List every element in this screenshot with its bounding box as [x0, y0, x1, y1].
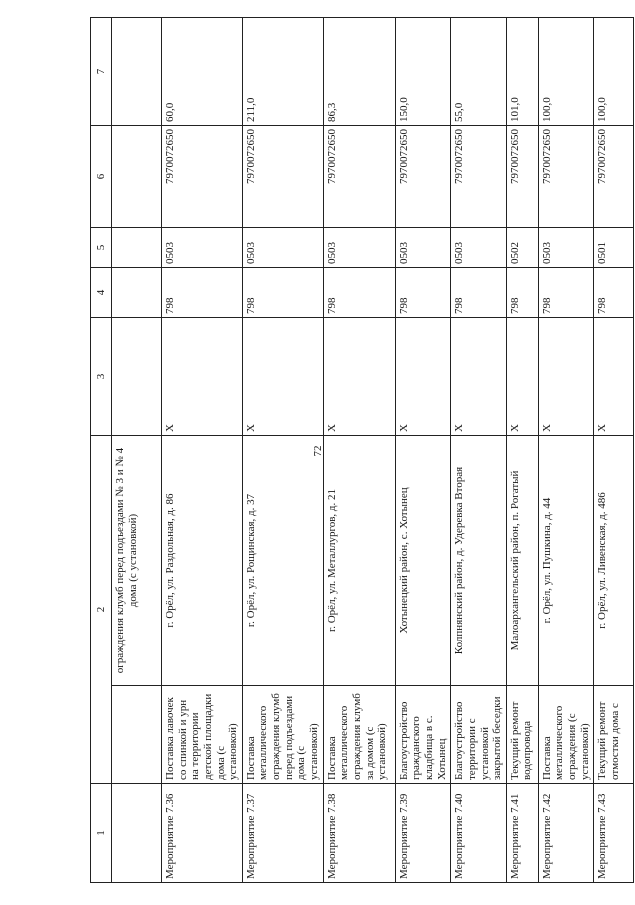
table-cell: Мероприятие 7.39	[395, 784, 451, 883]
table-row	[538, 18, 594, 883]
table-cell: X	[242, 318, 323, 436]
table-cell: Малоархангельский район, п. Рогатый	[506, 436, 538, 686]
table-cell	[112, 318, 162, 436]
table-cell: Мероприятие 7.36	[162, 784, 243, 883]
table-cell: Мероприятие 7.43	[594, 784, 634, 883]
table-cell: 7970072650	[242, 126, 323, 228]
table-cell: X	[395, 318, 451, 436]
table-cell: г. Орёл, ул. Раздольная, д. 86	[162, 436, 243, 686]
table-cell: Мероприятие 7.40	[451, 784, 507, 883]
table-cell: X	[162, 318, 243, 436]
table-cell: 0501	[594, 228, 634, 268]
header-cell: 4	[91, 268, 112, 318]
table-cell	[112, 784, 162, 883]
table-cell: X	[451, 318, 507, 436]
table-cell: 7970072650	[323, 126, 395, 228]
table-row	[162, 18, 243, 883]
table-cell: 150,0	[395, 18, 451, 126]
table-row	[323, 18, 395, 883]
table-cell: X	[323, 318, 395, 436]
table-cell: Текущий ремонт водопровода	[506, 686, 538, 784]
header-cell: 5	[91, 228, 112, 268]
header-row	[91, 18, 112, 883]
table-cell: 798	[506, 268, 538, 318]
table-cell: 798	[538, 268, 594, 318]
page-number: 72	[312, 445, 324, 457]
table-cell: 55,0	[451, 18, 507, 126]
table-row	[112, 18, 162, 883]
table-cell: 60,0	[162, 18, 243, 126]
table-cell: Хотынецкий район, с. Хотынец	[395, 436, 451, 686]
table-cell: Поставка металлического ограждения клумб перед подъездами дома (с установкой)	[242, 686, 323, 784]
table-row	[242, 18, 323, 883]
table-cell: 0502	[506, 228, 538, 268]
table-row	[594, 18, 634, 883]
table-cell: г. Орёл, ул. Металлургов, д. 21	[323, 436, 395, 686]
header-cell: 6	[91, 126, 112, 228]
table-cell: Мероприятие 7.38	[323, 784, 395, 883]
table-cell: г. Орёл, ул. Пушкина, д. 44	[538, 436, 594, 686]
table-cell: 798	[323, 268, 395, 318]
table-cell: 211,0	[242, 18, 323, 126]
table-cell: X	[506, 318, 538, 436]
table-cell: 798	[594, 268, 634, 318]
table-cell: Текущий ремонт отмостки дома с	[594, 686, 634, 784]
table-cell: X	[594, 318, 634, 436]
table-cell: ограждения клумб перед подъездами № 3 и № 4 дома (с установкой)	[112, 436, 162, 686]
table-cell: 0503	[395, 228, 451, 268]
table-cell: 7970072650	[451, 126, 507, 228]
table-cell: 7970072650	[538, 126, 594, 228]
table-cell: Мероприятие 7.37	[242, 784, 323, 883]
table-cell: Мероприятие 7.41	[506, 784, 538, 883]
measures-table	[90, 17, 634, 883]
table-cell: 798	[395, 268, 451, 318]
table-row	[451, 18, 507, 883]
table-cell: Поставка лавочек со спинкой и урн на территории детской площадки дома (с установкой)	[162, 686, 243, 784]
table-cell: 0503	[242, 228, 323, 268]
table-cell: 798	[242, 268, 323, 318]
table-row	[395, 18, 451, 883]
table-cell: 7970072650	[162, 126, 243, 228]
table-cell: Поставка металлического ограждения клумб за домом (с установкой)	[323, 686, 395, 784]
table-cell: Поставка металлического ограждения (с установкой)	[538, 686, 594, 784]
table-cell: Благоустройство территории с установкой закрытой беседки	[451, 686, 507, 784]
rotated-page-content	[90, 18, 622, 883]
table-cell: 101,0	[506, 18, 538, 126]
table-row	[506, 18, 538, 883]
table-cell: 0503	[451, 228, 507, 268]
table-cell: 0503	[538, 228, 594, 268]
table-cell: г. Орёл, ул. Рощинская, д. 37	[242, 436, 323, 686]
header-cell: 1	[91, 784, 112, 883]
table-cell: г. Орёл, ул. Ливенская, д. 486	[594, 436, 634, 686]
table-cell: 100,0	[594, 18, 634, 126]
table-cell: 100,0	[538, 18, 594, 126]
table-cell	[112, 126, 162, 228]
table-cell: Колпнянский район, д. Удеревка Вторая	[451, 436, 507, 686]
table-cell	[112, 228, 162, 268]
table-cell: 86,3	[323, 18, 395, 126]
table-cell	[112, 18, 162, 126]
table-cell: Благоустройство гражданского кладбища в с. Хотынец	[395, 686, 451, 784]
table-cell: Мероприятие 7.42	[538, 784, 594, 883]
table-cell: 0503	[323, 228, 395, 268]
table-cell: 7970072650	[506, 126, 538, 228]
table-cell: 7970072650	[395, 126, 451, 228]
table-cell: 798	[162, 268, 243, 318]
header-cell: 7	[91, 18, 112, 126]
header-cell: 3	[91, 318, 112, 436]
table-cell	[112, 686, 162, 784]
table-cell: 798	[451, 268, 507, 318]
table-cell: 7970072650	[594, 126, 634, 228]
table-cell: X	[538, 318, 594, 436]
table-cell	[112, 268, 162, 318]
table-cell: 0503	[162, 228, 243, 268]
header-cell: 2	[91, 436, 112, 784]
